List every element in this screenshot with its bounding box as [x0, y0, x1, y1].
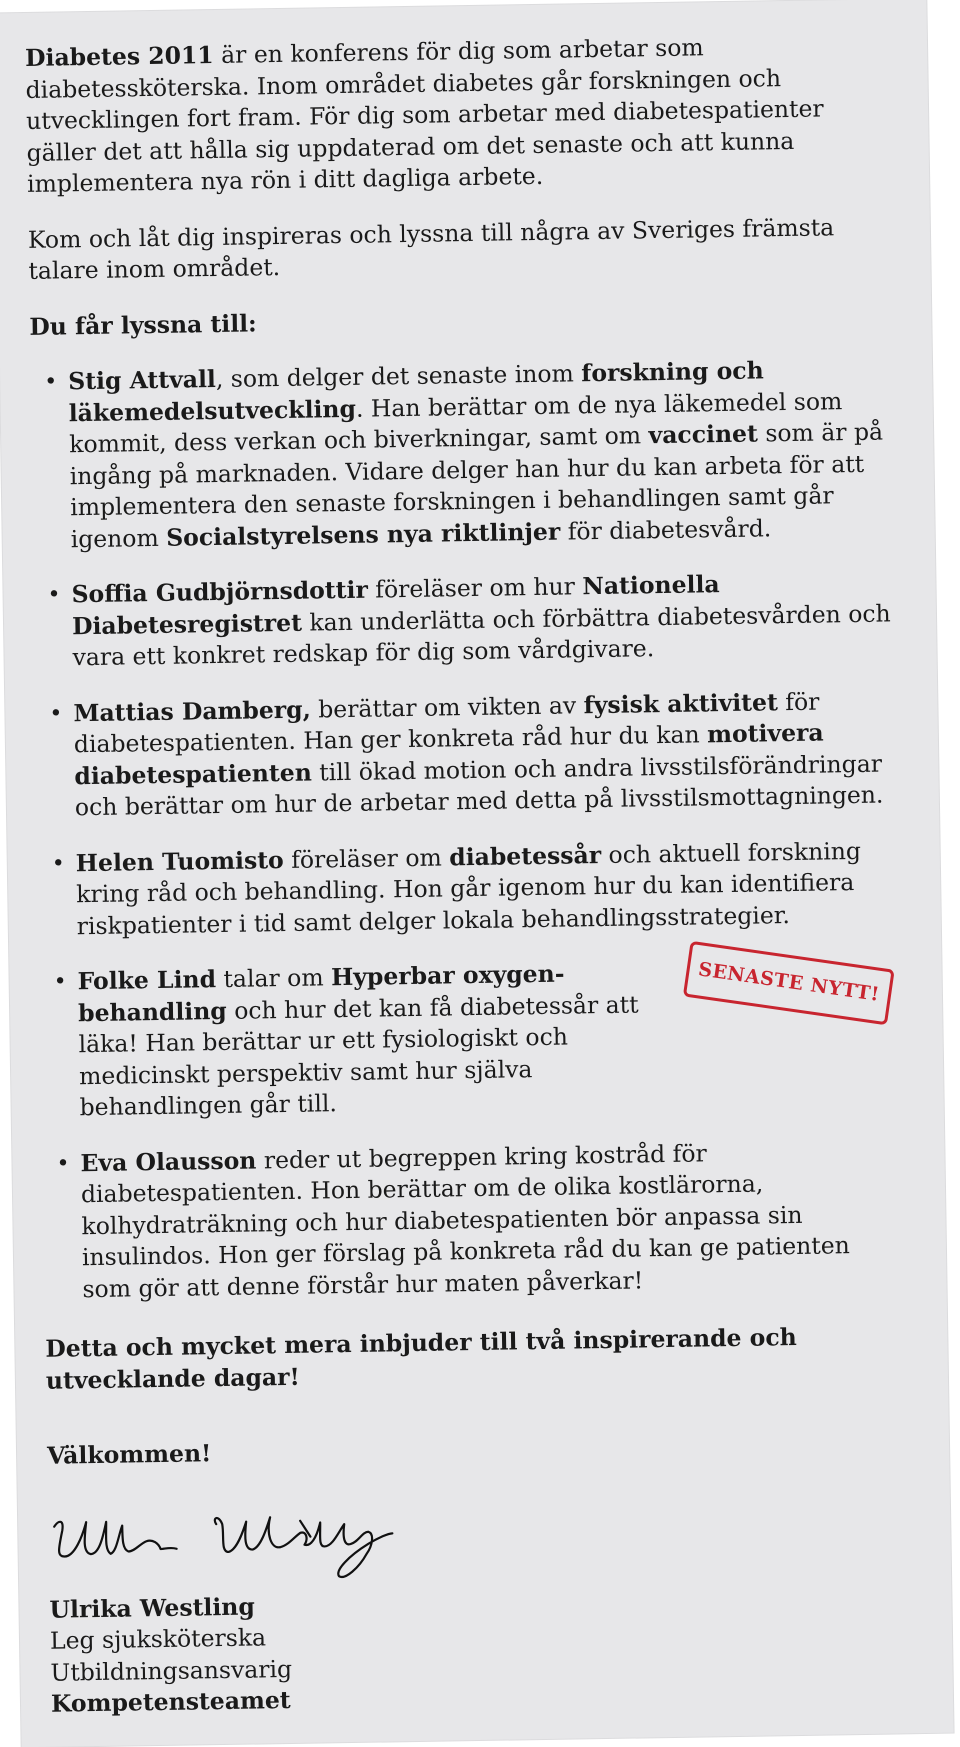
- speaker-name: Stig Attvall: [68, 364, 217, 396]
- handwritten-signature: [48, 1483, 909, 1594]
- speaker-text: . Han berättar om de nya läkemedel som kommit, dess verkan och biverkningar, samt om: [68, 386, 843, 459]
- speaker-item-eva-olausson: [42, 1135, 904, 1306]
- speaker-text: och aktuell forskning kring råd och behandling. Hon går igenom hur du kan identifiera riskpatienter i tid samt delger lokala behandlingsstrategier.: [76, 836, 862, 940]
- speaker-name: Soffia Gudbjörnsdottir: [71, 575, 369, 609]
- speaker-topic: fysisk aktivitet: [583, 687, 779, 719]
- speaker-text: kan underlätta och förbättra diabetesvården och vara ett konkret redskap för dig som vårdgivare.: [72, 598, 891, 672]
- speaker-item-stig-attvall: [30, 353, 893, 555]
- speakers-heading-text: Du får lyssna till:: [29, 308, 257, 341]
- senaste-nytt-stamp: SENASTE NYTT!: [683, 941, 895, 1025]
- speaker-text: och hur det kan få diabetessår att läka! Han berättar ur ett fysiologiskt och medicinskt perspektiv samt hur själva behandlingen går till.: [78, 989, 639, 1122]
- speaker-topic: Hyperbar oxygen-behandling: [77, 959, 565, 1027]
- closing-text: Detta och mycket mera inbjuder till två inspirerande och utvecklande dagar!: [45, 1322, 797, 1395]
- signatory-name-text: Ulrika Westling: [49, 1592, 256, 1624]
- welcome-label: Välkommen!: [46, 1439, 212, 1470]
- intro-paragraph: [25, 29, 887, 200]
- signatory-role: Utbildningsansvarig: [50, 1654, 293, 1687]
- speaker-topic: Nationella Diabetesregistret: [71, 570, 720, 640]
- intro-text: är en konferens för dig som arbetar som diabetessköterska. Inom området diabetes går forskningen och utvecklingen fort fram. För dig som arbetar med diabetespatienter gäller det att hålla sig uppdaterad om det senaste och att kunna implementera nya rön i ditt dagliga arbete.: [25, 33, 824, 198]
- speaker-text: , som delger det senaste inom: [215, 359, 582, 393]
- speaker-item-soffia-gudbjornsdottir: [33, 566, 894, 674]
- speaker-text: berättar om vikten av: [310, 690, 584, 724]
- speakers-heading: [29, 298, 889, 343]
- speaker-text: föreläser om: [283, 842, 450, 874]
- invite-paragraph: Kom och låt dig inspireras och lyssna till några av Sveriges främsta talare inom området.: [27, 212, 835, 285]
- speaker-topic: diabetessår: [449, 840, 602, 871]
- speaker-topic: forskning och läkemedelsutveckling: [68, 356, 764, 427]
- speaker-text: reder ut begreppen kring kostråd för diabetespatienten. Hon berättar om de olika kostlärorna, kolhydraträkning och hur diabetespatienten bör anpassa sin insulindos. Hon ger förslag på konkreta råd du kan ge patienten som gör att denne förstår hur maten påverkar!: [80, 1138, 850, 1303]
- speaker-text: för diabetespatienten. Han ger konkreta råd hur du kan: [73, 687, 820, 759]
- speaker-name: Folke Lind: [77, 965, 217, 996]
- speaker-topic: Socialstyrelsens nya riktlinjer: [165, 517, 561, 552]
- signatory-organization-text: Kompetensteamet: [50, 1685, 291, 1718]
- closing-paragraph: [45, 1320, 906, 1397]
- speaker-name: Eva Olausson: [80, 1145, 257, 1177]
- speaker-name: Helen Tuomisto: [75, 845, 284, 877]
- speaker-item-mattias-damberg: [35, 685, 897, 824]
- conference-title: Diabetes 2011: [24, 40, 214, 72]
- speaker-item-helen-tuomisto: [38, 835, 899, 943]
- speaker-topic: vaccinet: [648, 419, 759, 450]
- welcome-text: [47, 1427, 907, 1472]
- speaker-text: för diabetesvård.: [560, 513, 772, 546]
- speaker-text: till ökad motion och andra livsstilsförändringar och berättar om hur de arbetar med detta på livsstilsmottagningen.: [74, 749, 884, 822]
- speaker-text: föreläser om hur: [367, 572, 583, 604]
- speaker-list: [30, 353, 905, 1305]
- speaker-item-folke-lind: [39, 953, 901, 1124]
- speaker-text: talar om: [215, 963, 332, 994]
- speaker-name: Mattias Damberg,: [73, 695, 311, 727]
- letter-body: [25, 29, 911, 1720]
- speaker-topic: motivera diabetespatienten: [74, 718, 824, 790]
- signatory-title: Leg sjuksköterska: [49, 1623, 267, 1655]
- speaker-text: som är på ingång på marknaden. Vidare delger han hur du kan arbeta för att implementera den senaste forskningen i behandlingen samt går igenom: [69, 417, 884, 553]
